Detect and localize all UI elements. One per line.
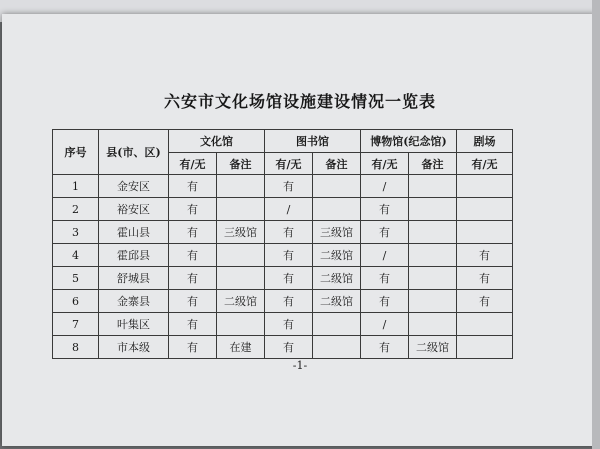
cell-cc-note [217, 175, 265, 198]
cell-cc-has: 有 [169, 198, 217, 221]
cell-th-has [457, 221, 513, 244]
cell-mus-has: 有 [361, 290, 409, 313]
cell-county: 金寨县 [99, 290, 169, 313]
subheader-lib-note: 备注 [313, 153, 361, 175]
cell-th-has: 有 [457, 267, 513, 290]
header-library: 图书馆 [265, 130, 361, 153]
cell-seq: 6 [53, 290, 99, 313]
subheader-th-has: 有/无 [457, 153, 513, 175]
cell-county: 金安区 [99, 175, 169, 198]
cell-county: 裕安区 [99, 198, 169, 221]
cell-seq: 4 [53, 244, 99, 267]
cell-cc-has: 有 [169, 221, 217, 244]
cell-county: 霍邱县 [99, 244, 169, 267]
cell-lib-has: 有 [265, 290, 313, 313]
cell-lib-has: 有 [265, 313, 313, 336]
cell-lib-note [313, 175, 361, 198]
page-number: -1- [292, 359, 308, 372]
cell-th-has [457, 175, 513, 198]
cell-cc-has: 有 [169, 290, 217, 313]
cell-mus-note [409, 175, 457, 198]
header-county: 县(市、区) [99, 130, 169, 175]
cell-lib-note [313, 198, 361, 221]
cell-lib-has: / [265, 198, 313, 221]
cell-cc-note: 三级馆 [217, 221, 265, 244]
cell-seq: 2 [53, 198, 99, 221]
subheader-cc-has: 有/无 [169, 153, 217, 175]
cell-lib-note: 二级馆 [313, 244, 361, 267]
cell-mus-note: 二级馆 [409, 336, 457, 359]
cell-lib-note: 二级馆 [313, 290, 361, 313]
header-cultural-center: 文化馆 [169, 130, 265, 153]
cell-mus-has: 有 [361, 336, 409, 359]
table-row [53, 313, 513, 336]
table-row [53, 221, 513, 244]
cell-lib-has: 有 [265, 336, 313, 359]
facilities-table [52, 129, 513, 359]
cell-mus-note [409, 313, 457, 336]
cell-cc-note [217, 313, 265, 336]
cell-lib-has: 有 [265, 267, 313, 290]
cell-cc-has: 有 [169, 175, 217, 198]
cell-seq: 7 [53, 313, 99, 336]
cell-cc-has: 有 [169, 336, 217, 359]
page-binding-edge [592, 0, 600, 449]
cell-mus-has: 有 [361, 221, 409, 244]
cell-mus-note [409, 244, 457, 267]
cell-lib-has: 有 [265, 221, 313, 244]
table-row [53, 336, 513, 359]
cell-cc-note [217, 244, 265, 267]
cell-seq: 5 [53, 267, 99, 290]
cell-cc-has: 有 [169, 267, 217, 290]
cell-mus-note [409, 290, 457, 313]
cell-seq: 1 [53, 175, 99, 198]
cell-mus-has: 有 [361, 198, 409, 221]
header-museum: 博物馆(纪念馆) [361, 130, 457, 153]
cell-county: 舒城县 [99, 267, 169, 290]
cell-th-has [457, 336, 513, 359]
cell-lib-note: 二级馆 [313, 267, 361, 290]
cell-mus-note [409, 198, 457, 221]
header-seq: 序号 [53, 130, 99, 175]
header-theater: 剧场 [457, 130, 513, 153]
table-row [53, 198, 513, 221]
cell-mus-has: 有 [361, 267, 409, 290]
cell-th-has: 有 [457, 244, 513, 267]
cell-cc-note [217, 267, 265, 290]
cell-county: 霍山县 [99, 221, 169, 244]
cell-cc-has: 有 [169, 244, 217, 267]
cell-lib-note [313, 336, 361, 359]
cell-seq: 3 [53, 221, 99, 244]
cell-th-has: 有 [457, 290, 513, 313]
cell-th-has [457, 313, 513, 336]
cell-cc-note [217, 198, 265, 221]
table-row [53, 290, 513, 313]
subheader-mus-note: 备注 [409, 153, 457, 175]
subheader-mus-has: 有/无 [361, 153, 409, 175]
subheader-lib-has: 有/无 [265, 153, 313, 175]
cell-mus-has: / [361, 313, 409, 336]
cell-cc-note: 在建 [217, 336, 265, 359]
cell-county: 叶集区 [99, 313, 169, 336]
cell-mus-has: / [361, 175, 409, 198]
cell-mus-has: / [361, 244, 409, 267]
table-row [53, 175, 513, 198]
cell-seq: 8 [53, 336, 99, 359]
cell-lib-has: 有 [265, 175, 313, 198]
cell-lib-note: 三级馆 [313, 221, 361, 244]
cell-mus-note [409, 267, 457, 290]
cell-lib-note [313, 313, 361, 336]
document-title: 六安市文化场馆设施建设情况一览表 [163, 92, 436, 111]
table-row [53, 244, 513, 267]
cell-county: 市本级 [99, 336, 169, 359]
cell-lib-has: 有 [265, 244, 313, 267]
table-row [53, 267, 513, 290]
subheader-cc-note: 备注 [217, 153, 265, 175]
cell-cc-note: 二级馆 [217, 290, 265, 313]
cell-th-has [457, 198, 513, 221]
cell-mus-note [409, 221, 457, 244]
cell-cc-has: 有 [169, 313, 217, 336]
